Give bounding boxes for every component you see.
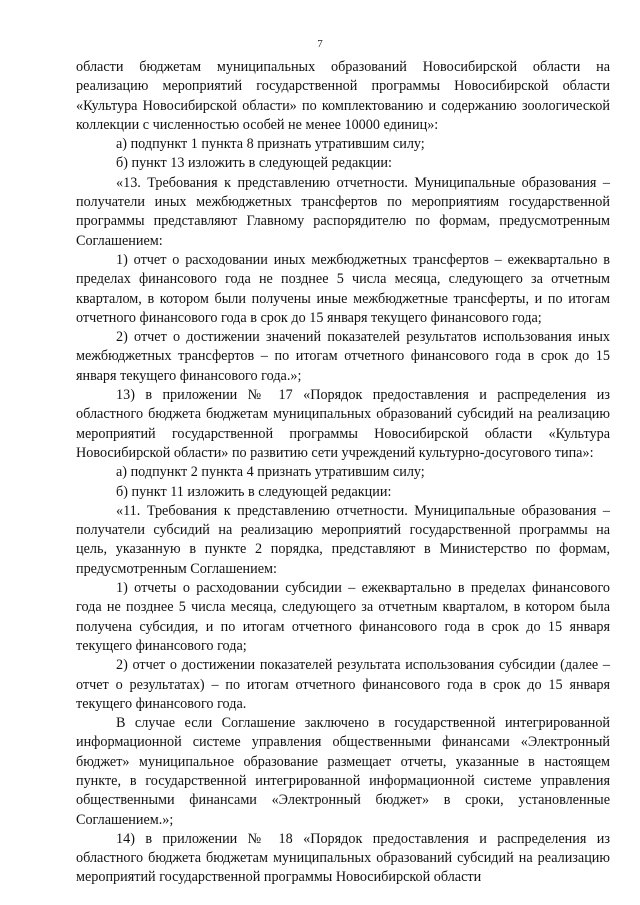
paragraph: 2) отчет о достижении значений показателей результатов использования иных межбюджетных трансфертов – по итогам отчетного финансового года в срок до 15 января текущего финансового года.»;: [76, 329, 610, 384]
paragraph: 2) отчет о достижении показателей результата использования субсидии (далее – отчет о результатах) – по итогам отчетного финансового года в срок до 15 января текущего финансового года.: [76, 657, 610, 712]
paragraph: а) подпункт 1 пункта 8 признать утратившим силу;: [116, 136, 425, 153]
paragraph: 1) отчеты о расходовании субсидии – ежеквартально в пределах финансового года не позднее 5 числа месяца, следующего за отчетным кварталом, в котором была получена субсидия, и по итогам отчетного финансового года в срок до 15 января текущего финансового года;: [76, 580, 610, 654]
paragraph: «11. Требования к представлению отчетности. Муниципальные образования – получатели субсидий на реализацию мероприятий государственной программы на цель, указанную в пункте 2 порядка, представляют в Министерство по формам, предусмотренным Соглашением:: [76, 502, 610, 577]
paragraph: 1) отчет о расходовании иных межбюджетных трансфертов – ежеквартально в пределах финансового года не позднее 5 числа месяца, следующего за отчетным кварталом, в котором были получены иные межбюджетные трансферты, и по итогам отчетного финансового года в срок до 15 января текущего финансового года;: [76, 251, 610, 326]
document-body: [76, 58, 610, 888]
page-number: 7: [317, 38, 323, 50]
paragraph: 14) в приложении № 18 «Порядок предоставления и распределения из областного бюджета бюджетам муниципальных образований субсидий на реализацию мероприятий государственной программы Новосибирской области: [76, 830, 610, 886]
paragraph: В случае если Соглашение заключено в государственной интегрированной информационной системе управления общественными финансами «Электронный бюджет» муниципальное образование размещает отчеты, указанные в настоящем пункте, в государственной интегрированной информационной системе управления общественными финансами «Электронный бюджет» в сроки, установленные Соглашением.»;: [76, 715, 610, 828]
paragraph: области бюджетам муниципальных образований Новосибирской области на реализацию мероприятий государственной программы Новосибирской области «Культура Новосибирской области» по комплектованию и содержанию зоологической коллекции с численностью особей не менее 10000 единиц»:: [76, 59, 610, 133]
paragraph: 13) в приложении № 17 «Порядок предоставления и распределения из областного бюджета бюджетам муниципальных образований субсидий на реализацию мероприятий государственной программы Новосибирской области «Культура Новосибирской области» по развитию сети учреждений культурно-досугового типа»:: [76, 387, 610, 461]
paragraph: б) пункт 11 изложить в следующей редакции:: [116, 483, 392, 500]
paragraph: «13. Требования к представлению отчетности. Муниципальные образования – получатели иных межбюджетных трансфертов по мероприятиям государственной программы представляют Главному распорядителю по формам, предусмотренным Соглашением:: [76, 174, 610, 249]
paragraph: а) подпункт 2 пункта 4 признать утратившим силу;: [116, 464, 425, 481]
paragraph: б) пункт 13 изложить в следующей редакции:: [116, 155, 392, 172]
